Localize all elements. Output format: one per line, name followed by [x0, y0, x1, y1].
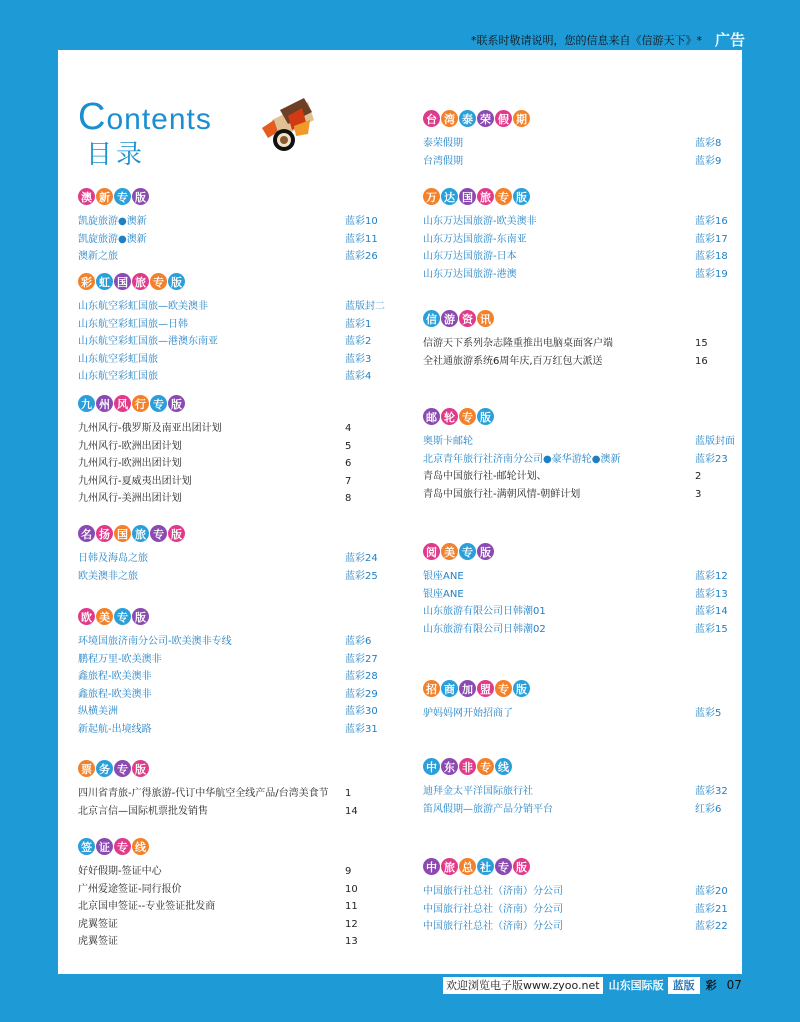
heading-char: 旅 — [441, 858, 458, 875]
heading-char: 版 — [513, 188, 530, 205]
entry-title: 虎翼签证 — [78, 918, 118, 930]
heading-char: 版 — [513, 858, 530, 875]
entry-title: 奥斯卡邮轮 — [423, 436, 473, 447]
entry-page: 蓝彩4 — [345, 371, 372, 383]
entry-title: 迪拜金太平洋国际旅行社 — [423, 786, 533, 797]
entry-title: 银座ANE — [423, 588, 464, 600]
entry-page: 蓝彩27 — [345, 653, 378, 665]
entry-title: 日韩及海岛之旅 — [78, 553, 148, 564]
heading-char: 版 — [168, 525, 185, 542]
entry-page: 蓝彩2 — [345, 336, 372, 348]
entry-page: 蓝彩15 — [695, 623, 728, 635]
entry-title: 广州爱途签证-同行报价 — [78, 883, 182, 895]
entry-page: 蓝彩18 — [695, 251, 728, 263]
contents-title-en: Contents — [78, 96, 212, 138]
entry-title: 山东航空彩虹国旅—欧美澳非 — [78, 301, 208, 312]
toc-entry[interactable] — [78, 231, 398, 249]
toc-entry[interactable] — [78, 333, 398, 351]
entry-title: 山东旅游有限公司日韩潮02 — [423, 623, 546, 635]
contents-title-cn: 目录 — [86, 140, 147, 170]
left-section-4 — [78, 608, 398, 739]
toc-entry[interactable] — [78, 633, 398, 651]
entry-page: 3 — [695, 488, 702, 500]
entry-page: 7 — [345, 475, 352, 487]
heading-char: 荣 — [477, 110, 494, 127]
entry-title: 好好假期-签证中心 — [78, 866, 162, 877]
entry-page: 蓝彩24 — [345, 553, 378, 564]
left-section-5 — [78, 760, 398, 820]
entry-page: 5 — [345, 440, 352, 452]
section-heading — [423, 543, 743, 563]
right-section-1 — [423, 188, 743, 283]
left-section-2 — [78, 395, 398, 508]
heading-char: 泰 — [459, 110, 476, 127]
coffee-leaves-illustration — [258, 98, 314, 160]
heading-char: 务 — [96, 760, 113, 777]
heading-char: 中 — [423, 858, 440, 875]
entry-page: 蓝彩29 — [345, 688, 378, 700]
heading-char: 版 — [168, 395, 185, 412]
heading-char: 旅 — [132, 525, 149, 542]
heading-char: 专 — [495, 188, 512, 205]
toc-entry[interactable] — [78, 651, 398, 669]
right-section-0 — [423, 110, 743, 170]
heading-char: 湾 — [441, 110, 458, 127]
heading-char: 签 — [78, 838, 95, 855]
entry-title: 北京言信—国际机票批发销售 — [78, 805, 208, 817]
entry-page: 蓝彩21 — [695, 903, 728, 915]
heading-char: 专 — [495, 680, 512, 697]
left-section-6 — [78, 838, 398, 951]
entry-page: 红彩6 — [695, 803, 722, 815]
page-number: 07 — [726, 978, 742, 992]
toc-entry[interactable] — [78, 473, 398, 491]
toc-entry[interactable] — [423, 153, 743, 171]
entry-page: 蓝彩26 — [345, 251, 378, 263]
entry-title: 全社通旅游系统6周年庆,百万红包大派送 — [423, 355, 603, 367]
toc-entry[interactable] — [423, 901, 743, 919]
entry-page: 16 — [695, 355, 708, 367]
heading-char: 专 — [495, 858, 512, 875]
entry-title: 青岛中国旅行社-满朝风情-朝鲜计划 — [423, 488, 581, 500]
entry-page: 蓝彩12 — [695, 571, 728, 582]
right-section-3 — [423, 408, 743, 503]
footer-brand: 山东国际版 — [608, 979, 664, 992]
entry-page: 4 — [345, 423, 352, 434]
entry-title: 山东万达国旅游-欧美澳非 — [423, 216, 537, 227]
heading-char: 名 — [78, 525, 95, 542]
entry-title: 山东万达国旅游-日本 — [423, 251, 517, 263]
heading-char: 期 — [513, 110, 530, 127]
entry-title: 四川省青旅-广得旅游-代订中华航空全线产品/台湾美食节 — [78, 788, 329, 799]
section-heading — [78, 525, 398, 545]
toc-entry[interactable] — [423, 433, 743, 451]
toc-entry[interactable] — [78, 351, 398, 369]
section-heading — [78, 273, 398, 293]
entry-title: 山东航空彩虹国旅 — [78, 371, 158, 383]
heading-char: 欧 — [78, 608, 95, 625]
footer-welcome[interactable]: 欢迎浏览电子版www.zyoo.net — [443, 977, 603, 994]
right-section-7 — [423, 858, 743, 936]
left-section-1 — [78, 273, 398, 386]
heading-char: 社 — [477, 858, 494, 875]
entry-title: 九州风行-俄罗斯及南亚出团计划 — [78, 423, 222, 434]
entry-title: 凯旋旅游●澳新 — [78, 216, 147, 227]
entry-title: 纵横美洲 — [78, 706, 118, 718]
entry-page: 蓝彩9 — [695, 155, 722, 167]
toc-entry[interactable] — [78, 721, 398, 739]
heading-char: 版 — [132, 188, 149, 205]
toc-entry[interactable] — [78, 703, 398, 721]
entry-page: 1 — [345, 788, 352, 799]
entry-page: 蓝彩14 — [695, 606, 728, 618]
left-section-0 — [78, 188, 398, 266]
entry-title: 信游天下系列杂志隆重推出电脑桌面客户端 — [423, 338, 613, 349]
section-heading — [423, 680, 743, 700]
entry-page: 8 — [345, 493, 352, 505]
toc-entry[interactable] — [423, 621, 743, 639]
entry-title: 中国旅行社总社（济南）分公司 — [423, 903, 563, 915]
heading-char: 专 — [459, 408, 476, 425]
entry-title: 笛风假期—旅游产品分销平台 — [423, 803, 553, 815]
entry-page: 蓝彩17 — [695, 233, 728, 245]
entry-page: 蓝彩6 — [345, 636, 372, 647]
top-note — [0, 32, 800, 50]
heading-char: 旅 — [132, 273, 149, 290]
toc-entry[interactable] — [423, 468, 743, 486]
entry-page: 蓝彩30 — [345, 706, 378, 718]
toc-entry[interactable] — [423, 568, 743, 586]
entry-title: 山东航空彩虹国旅 — [78, 353, 158, 365]
heading-char: 国 — [114, 273, 131, 290]
heading-char: 信 — [423, 310, 440, 327]
entry-title: 青岛中国旅行社-邮轮计划、 — [423, 471, 547, 483]
section-heading — [423, 408, 743, 428]
entry-page: 11 — [345, 901, 358, 913]
heading-char: 九 — [78, 395, 95, 412]
heading-char: 版 — [168, 273, 185, 290]
heading-char: 专 — [114, 838, 131, 855]
toc-entry[interactable] — [78, 455, 398, 473]
toc-entry[interactable] — [423, 248, 743, 266]
toc-entry[interactable] — [78, 248, 398, 266]
entry-page: 蓝彩25 — [345, 570, 378, 582]
entry-title: 山东航空彩虹国旅—日韩 — [78, 318, 188, 330]
toc-entry[interactable] — [423, 353, 743, 371]
toc-entry[interactable] — [423, 135, 743, 153]
toc-entry[interactable] — [78, 490, 398, 508]
entry-title: 中国旅行社总社（济南）分公司 — [423, 921, 563, 933]
heading-char: 专 — [150, 395, 167, 412]
entry-title: 凯旋旅游●澳新 — [78, 233, 147, 245]
entry-page: 2 — [695, 471, 702, 483]
toc-entry[interactable] — [78, 420, 398, 438]
entry-page: 9 — [345, 866, 352, 877]
toc-entry[interactable] — [78, 881, 398, 899]
heading-char: 线 — [495, 758, 512, 775]
section-heading — [423, 758, 743, 778]
heading-char: 假 — [495, 110, 512, 127]
toc-entry[interactable] — [423, 335, 743, 353]
entry-page: 蓝彩11 — [345, 233, 378, 245]
toc-entry[interactable] — [78, 803, 398, 821]
contact-note: *联系时敬请说明，您的信息来自《信游天下》* — [471, 34, 702, 47]
entry-title: 山东旅游有限公司日韩潮01 — [423, 606, 546, 618]
heading-char: 专 — [114, 608, 131, 625]
entry-title: 九州风行-夏威夷出团计划 — [78, 475, 192, 487]
heading-char: 专 — [150, 273, 167, 290]
entry-page: 蓝彩1 — [345, 318, 372, 330]
section-heading — [78, 838, 398, 858]
toc-entry[interactable] — [423, 213, 743, 231]
entry-page: 蓝彩22 — [695, 921, 728, 933]
heading-char: 虹 — [96, 273, 113, 290]
entry-page: 蓝彩19 — [695, 268, 728, 280]
entry-title: 银座ANE — [423, 571, 464, 582]
heading-char: 彩 — [78, 273, 95, 290]
toc-entry[interactable] — [78, 916, 398, 934]
heading-char: 轮 — [441, 408, 458, 425]
entry-page: 蓝彩10 — [345, 216, 378, 227]
toc-entry[interactable] — [423, 705, 743, 723]
entry-page: 蓝彩20 — [695, 886, 728, 897]
section-heading — [423, 310, 743, 330]
toc-entry[interactable] — [423, 603, 743, 621]
toc-entry[interactable] — [78, 785, 398, 803]
toc-entry[interactable] — [78, 438, 398, 456]
heading-char: 招 — [423, 680, 440, 697]
entry-title: 九州风行-美洲出团计划 — [78, 493, 182, 505]
heading-char: 资 — [459, 310, 476, 327]
entry-title: 中国旅行社总社（济南）分公司 — [423, 886, 563, 897]
heading-char: 版 — [132, 608, 149, 625]
entry-page: 13 — [345, 936, 358, 948]
heading-char: 证 — [96, 838, 113, 855]
heading-char: 线 — [132, 838, 149, 855]
entry-title: 环境国旅济南分公司-欧美澳非专线 — [78, 636, 232, 647]
entry-page: 12 — [345, 918, 358, 930]
section-heading — [78, 760, 398, 780]
toc-entry[interactable] — [78, 863, 398, 881]
entry-page: 10 — [345, 883, 358, 895]
entry-page: 14 — [345, 805, 358, 817]
heading-char: 盟 — [477, 680, 494, 697]
heading-char: 商 — [441, 680, 458, 697]
footer-version: 蓝版 — [668, 977, 700, 994]
right-section-2 — [423, 310, 743, 370]
entry-page: 蓝彩5 — [695, 708, 722, 719]
entry-title: 鹏程万里-欧美澳非 — [78, 653, 162, 665]
heading-char: 达 — [441, 188, 458, 205]
toc-entry[interactable] — [423, 266, 743, 284]
entry-page: 蓝彩31 — [345, 723, 378, 735]
heading-char: 专 — [114, 760, 131, 777]
section-heading — [78, 608, 398, 628]
toc-entry[interactable] — [78, 316, 398, 334]
right-section-4 — [423, 543, 743, 638]
heading-char: 票 — [78, 760, 95, 777]
right-section-5 — [423, 680, 743, 723]
heading-char: 万 — [423, 188, 440, 205]
toc-entry[interactable] — [423, 883, 743, 901]
heading-char: 版 — [513, 680, 530, 697]
heading-char: 台 — [423, 110, 440, 127]
heading-char: 专 — [150, 525, 167, 542]
entry-title: 新起航-出境线路 — [78, 723, 152, 735]
entry-title: 山东万达国旅游-港澳 — [423, 268, 517, 280]
entry-title: 北京国申签证--专业签证批发商 — [78, 901, 216, 913]
section-heading — [423, 858, 743, 878]
heading-char: 风 — [114, 395, 131, 412]
heading-char: 专 — [459, 543, 476, 560]
left-section-3 — [78, 525, 398, 585]
entry-title: 鑫旅程-欧美澳非 — [78, 671, 152, 683]
entry-title: 九州风行-欧洲出团计划 — [78, 440, 182, 452]
toc-entry[interactable] — [423, 783, 743, 801]
entry-title: 泰荣假期 — [423, 138, 463, 149]
toc-entry[interactable] — [78, 668, 398, 686]
heading-char: 总 — [459, 858, 476, 875]
heading-char: 中 — [423, 758, 440, 775]
heading-char: 非 — [459, 758, 476, 775]
entry-page: 蓝彩8 — [695, 138, 722, 149]
heading-char: 加 — [459, 680, 476, 697]
entry-page: 蓝彩16 — [695, 216, 728, 227]
heading-char: 专 — [114, 188, 131, 205]
entry-page: 15 — [695, 338, 708, 349]
entry-title: 虎翼签证 — [78, 936, 118, 948]
toc-entry[interactable] — [78, 298, 398, 316]
heading-char: 美 — [441, 543, 458, 560]
entry-page: 蓝版封面 — [695, 436, 735, 447]
entry-page: 6 — [345, 458, 352, 470]
entry-page: 蓝彩28 — [345, 671, 378, 683]
toc-entry[interactable] — [423, 801, 743, 819]
toc-entry[interactable] — [423, 231, 743, 249]
toc-entry[interactable] — [423, 918, 743, 936]
section-heading — [78, 395, 398, 415]
toc-entry[interactable] — [78, 550, 398, 568]
toc-entry[interactable] — [78, 686, 398, 704]
footer-cai: 彩 — [705, 979, 717, 992]
entry-title: 鑫旅程-欧美澳非 — [78, 688, 152, 700]
heading-char: 州 — [96, 395, 113, 412]
heading-char: 国 — [114, 525, 131, 542]
heading-char: 游 — [441, 310, 458, 327]
heading-char: 扬 — [96, 525, 113, 542]
heading-char: 国 — [459, 188, 476, 205]
toc-entry[interactable] — [78, 213, 398, 231]
heading-char: 讯 — [477, 310, 494, 327]
entry-title: 山东万达国旅游-东南亚 — [423, 233, 527, 245]
heading-char: 新 — [96, 188, 113, 205]
heading-char: 专 — [477, 758, 494, 775]
entry-page: 蓝彩23 — [695, 453, 728, 465]
heading-char: 旅 — [477, 188, 494, 205]
entry-title: 北京青年旅行社济南分公司●豪华游轮●澳新 — [423, 453, 621, 465]
entry-page: 蓝版封二 — [345, 301, 385, 312]
toc-entry[interactable] — [78, 368, 398, 386]
heading-char: 阅 — [423, 543, 440, 560]
heading-char: 版 — [477, 408, 494, 425]
toc-entry[interactable] — [423, 451, 743, 469]
section-heading — [78, 188, 398, 208]
toc-entry[interactable] — [423, 486, 743, 504]
right-section-6 — [423, 758, 743, 818]
heading-char: 美 — [96, 608, 113, 625]
heading-char: 行 — [132, 395, 149, 412]
entry-page: 蓝彩32 — [695, 786, 728, 797]
heading-char: 东 — [441, 758, 458, 775]
toc-entry[interactable] — [423, 586, 743, 604]
heading-char: 版 — [132, 760, 149, 777]
section-heading — [423, 110, 743, 130]
entry-title: 欧美澳非之旅 — [78, 570, 138, 582]
toc-entry[interactable] — [78, 898, 398, 916]
section-heading — [423, 188, 743, 208]
heading-char: 澳 — [78, 188, 95, 205]
heading-char: 版 — [477, 543, 494, 560]
entry-title: 山东航空彩虹国旅—港澳东南亚 — [78, 336, 218, 348]
toc-entry[interactable] — [78, 933, 398, 951]
entry-title: 驴妈妈网开始招商了 — [423, 708, 513, 719]
entry-page: 蓝彩3 — [345, 353, 372, 365]
entry-title: 九州风行-欧洲出团计划 — [78, 458, 182, 470]
ad-label: 广告 — [714, 31, 745, 49]
toc-entry[interactable] — [78, 568, 398, 586]
heading-char: 邮 — [423, 408, 440, 425]
entry-title: 台湾假期 — [423, 155, 463, 167]
footer-bar — [443, 976, 742, 994]
entry-page: 蓝彩13 — [695, 588, 728, 600]
entry-title: 澳新之旅 — [78, 251, 118, 263]
